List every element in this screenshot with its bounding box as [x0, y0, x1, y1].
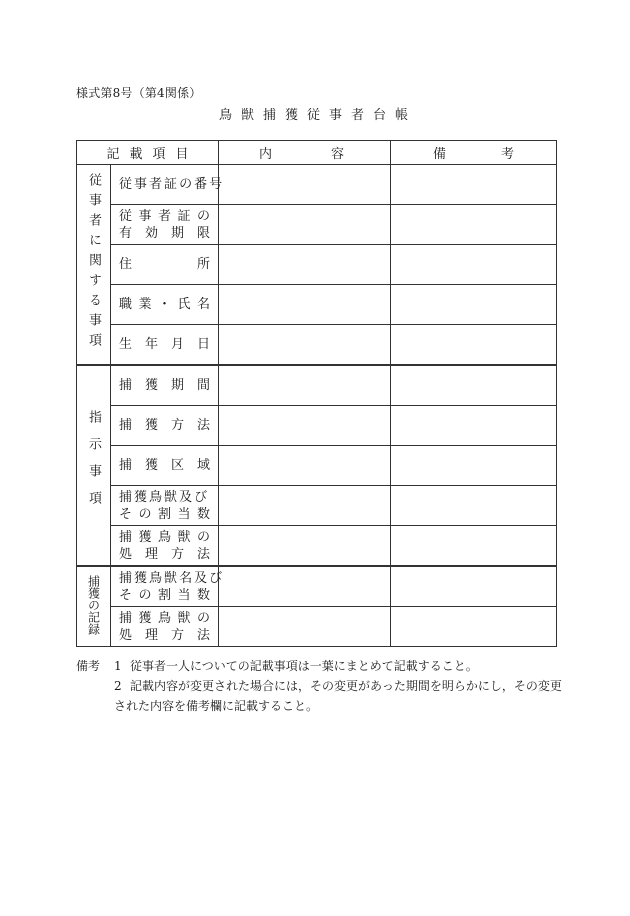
content-cell[interactable] — [219, 285, 391, 325]
table-row — [77, 566, 557, 607]
content-cell[interactable] — [219, 365, 391, 406]
table-row — [77, 285, 557, 325]
remarks-cell[interactable] — [391, 365, 557, 406]
note-item — [76, 676, 566, 696]
content-cell[interactable] — [219, 486, 391, 526]
row-label: 職 業 ・ 氏 名 — [111, 285, 219, 325]
note-text: 記載内容が変更された場合には，その変更があった期間を明らかにし，その変更 — [130, 679, 562, 693]
document-title: 鳥獣捕獲従事者台帳 — [218, 108, 417, 123]
header-remarks-column: 備 考 — [391, 141, 557, 165]
group-label-worker: 従事者に関する事項 — [77, 165, 111, 366]
note-text: 従事者一人についての記載事項は一葉にまとめて記載すること。 — [130, 659, 478, 673]
note-text: された内容を備考欄に記載すること。 — [114, 699, 319, 713]
content-cell[interactable] — [219, 165, 391, 205]
content-cell[interactable] — [219, 607, 391, 647]
note-number: 1 — [114, 659, 122, 673]
table-row — [77, 245, 557, 285]
table-row — [77, 325, 557, 366]
note-continuation — [76, 696, 566, 716]
table-row — [77, 365, 557, 406]
content-cell[interactable] — [219, 325, 391, 366]
content-cell[interactable] — [219, 446, 391, 486]
notes-label: 備考 — [76, 659, 101, 673]
group-label-instructions: 指示事項 — [77, 365, 111, 566]
content-cell[interactable] — [219, 526, 391, 567]
row-label: 捕 獲 期 間 — [111, 365, 219, 406]
row-label: 従 事 者 証 の 番 号 — [111, 165, 219, 205]
group-label-capture-record: 捕獲の記録 — [77, 566, 111, 647]
row-label: 捕 獲 鳥 獣 の 処 理 方 法 — [111, 526, 219, 567]
header-content-column: 内 容 — [219, 141, 391, 165]
remarks-cell[interactable] — [391, 165, 557, 205]
content-cell[interactable] — [219, 566, 391, 607]
remarks-cell[interactable] — [391, 406, 557, 446]
ledger-table — [76, 140, 557, 647]
remarks-cell[interactable] — [391, 607, 557, 647]
row-label: 捕 獲 区 域 — [111, 446, 219, 486]
remarks-cell[interactable] — [391, 245, 557, 285]
row-label: 生 年 月 日 — [111, 325, 219, 366]
form-number: 様式第8号（第4関係） — [76, 86, 202, 100]
row-label: 従 事 者 証 の 有 効 期 限 — [111, 205, 219, 245]
remarks-cell[interactable] — [391, 526, 557, 567]
note-number: 2 — [114, 679, 122, 693]
row-label: 捕 獲 方 法 — [111, 406, 219, 446]
row-label: 住 所 — [111, 245, 219, 285]
remarks-notes — [76, 656, 566, 716]
table-row — [77, 607, 557, 647]
table-row — [77, 446, 557, 486]
table-row — [77, 526, 557, 567]
remarks-cell[interactable] — [391, 205, 557, 245]
content-cell[interactable] — [219, 205, 391, 245]
remarks-cell[interactable] — [391, 285, 557, 325]
content-cell[interactable] — [219, 245, 391, 285]
note-item — [76, 656, 566, 676]
table-header-row — [77, 141, 557, 165]
remarks-cell[interactable] — [391, 566, 557, 607]
table-row — [77, 205, 557, 245]
header-item-column: 記載項目 — [77, 141, 219, 165]
table-row — [77, 486, 557, 526]
row-label: 捕 獲 鳥 獣 名 及 び そ の 割 当 数 — [111, 566, 219, 607]
remarks-cell[interactable] — [391, 325, 557, 366]
remarks-cell[interactable] — [391, 446, 557, 486]
table-row — [77, 406, 557, 446]
row-label: 捕 獲 鳥 獣 及 び そ の 割 当 数 — [111, 486, 219, 526]
remarks-cell[interactable] — [391, 486, 557, 526]
content-cell[interactable] — [219, 406, 391, 446]
row-label: 捕 獲 鳥 獣 の 処 理 方 法 — [111, 607, 219, 647]
table-row — [77, 165, 557, 205]
